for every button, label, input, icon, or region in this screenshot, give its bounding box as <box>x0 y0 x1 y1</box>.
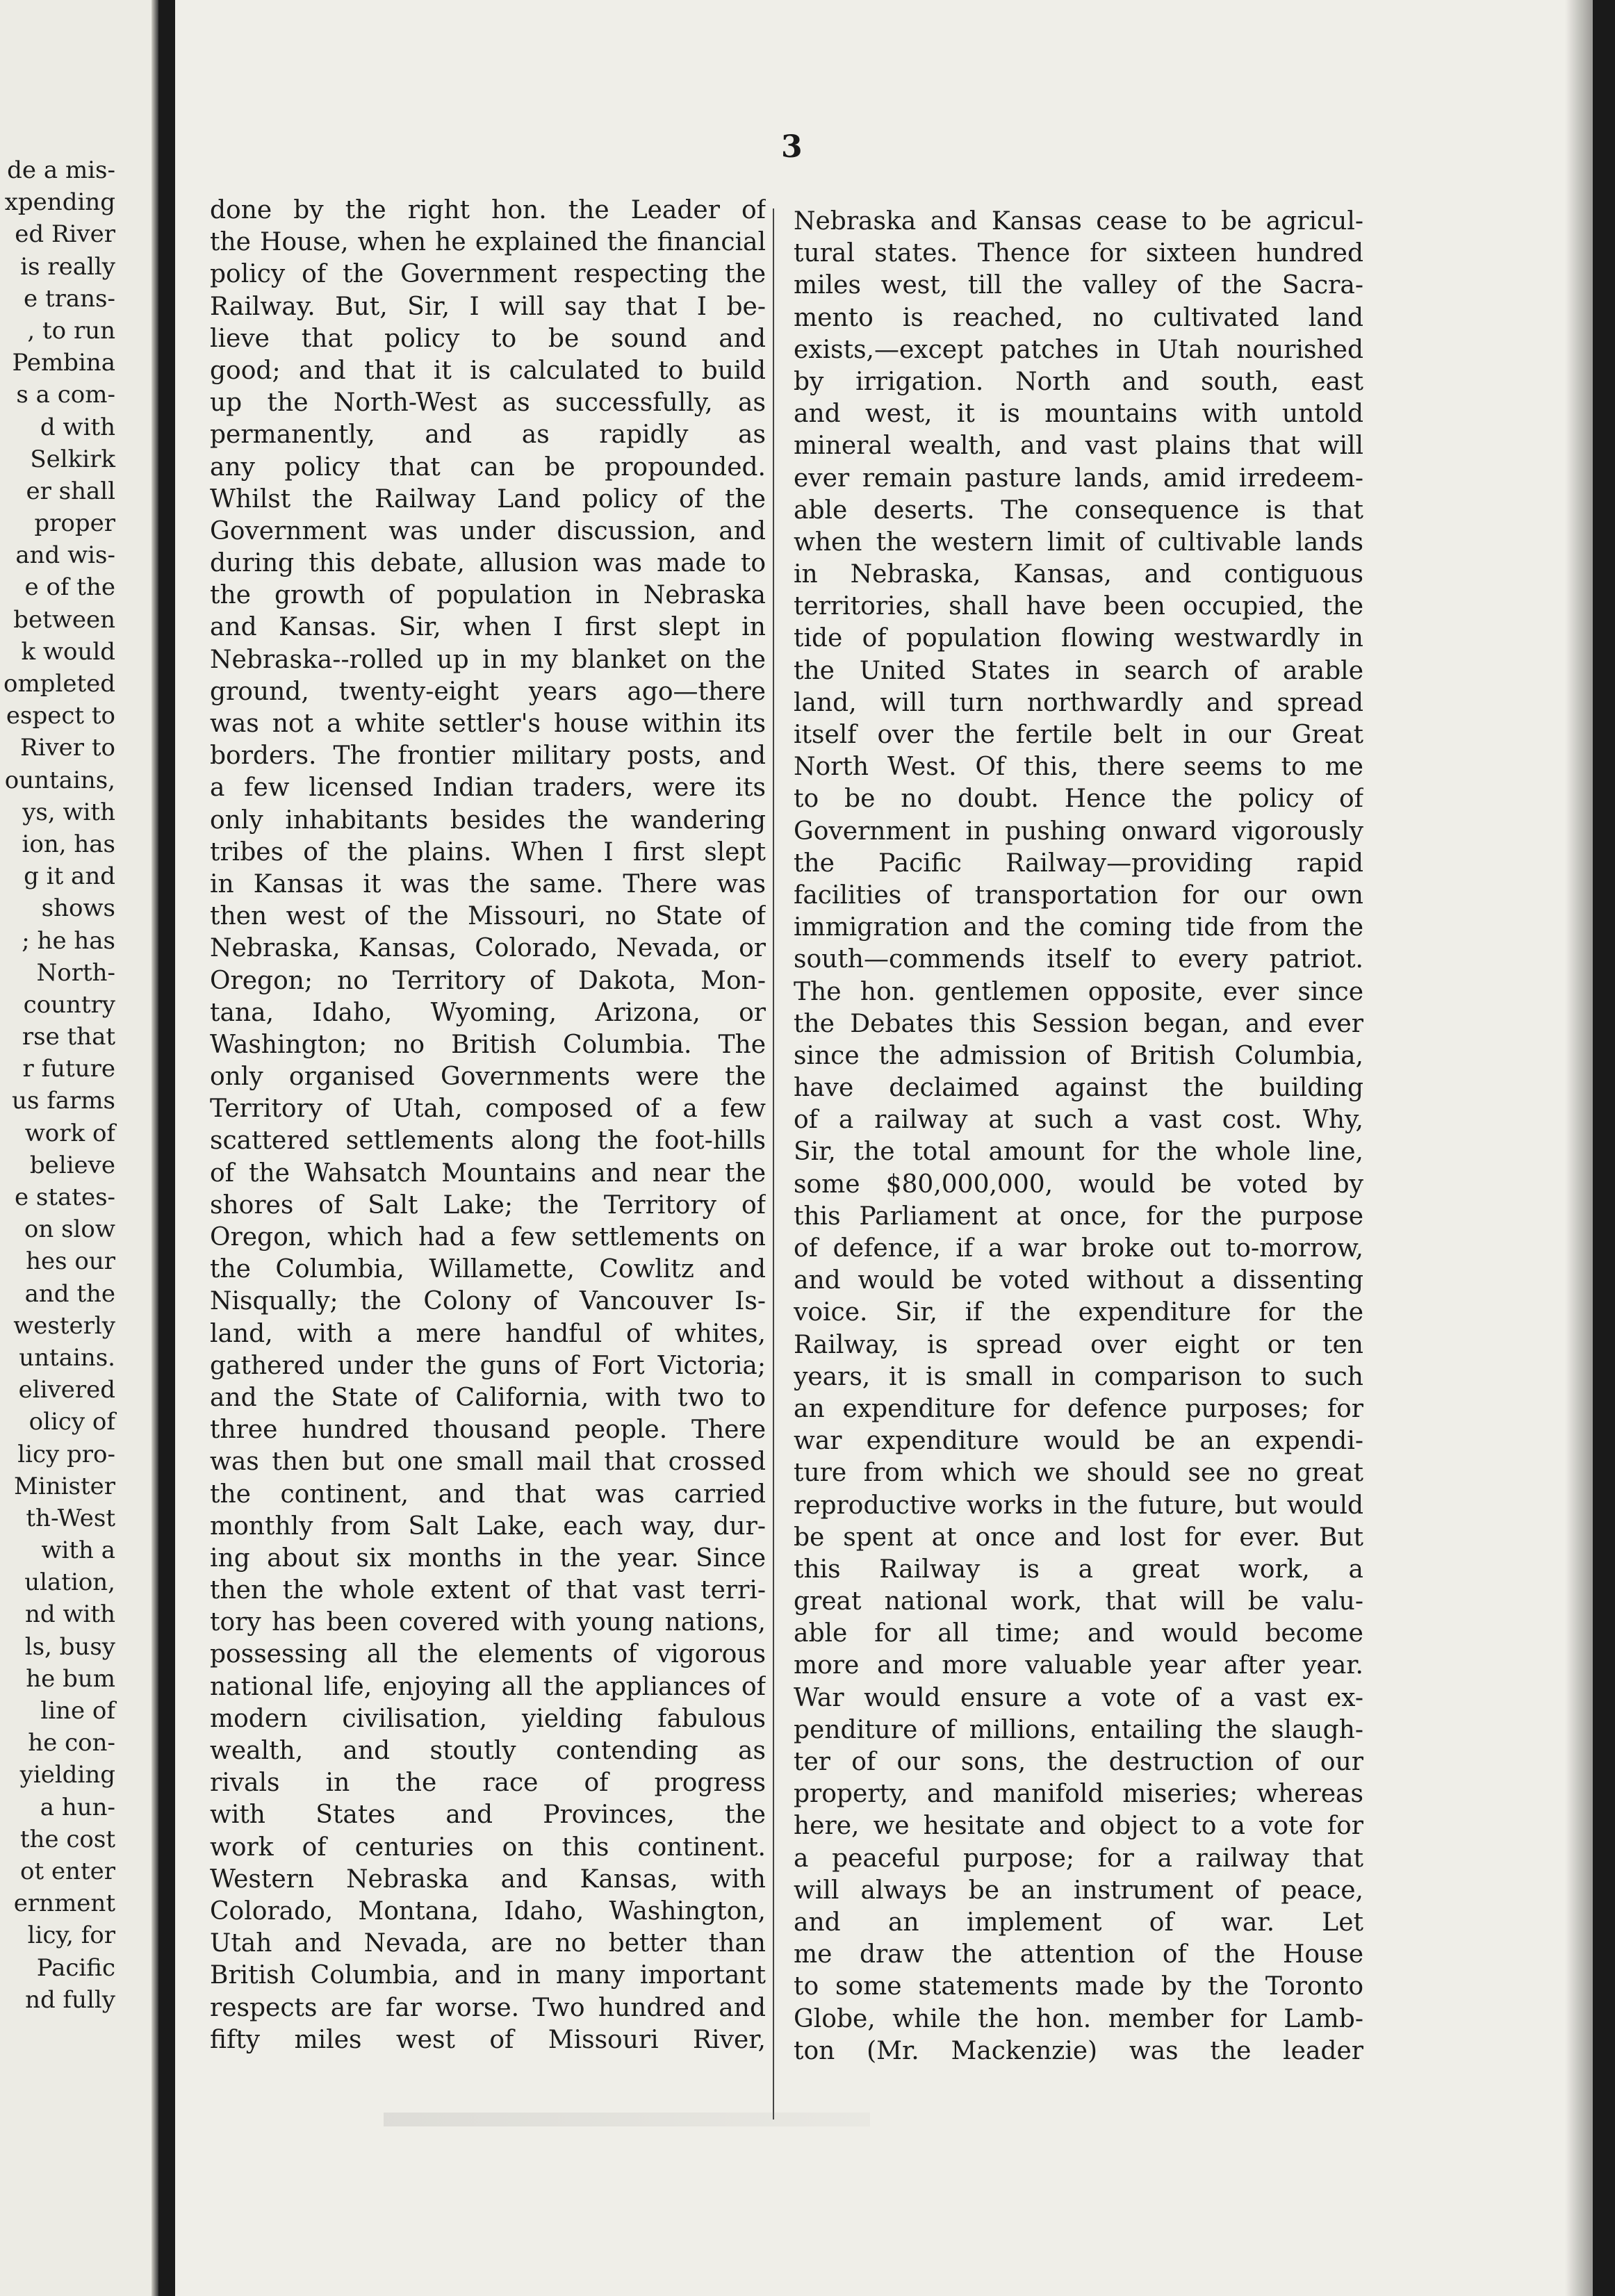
previous-page-line: ; he has <box>22 926 115 955</box>
text-line: exists,—except patches in Utah nourished <box>794 335 1363 364</box>
text-line: ter of our sons, the destruction of our <box>794 1748 1363 1776</box>
previous-page-line: k would <box>21 637 115 666</box>
text-line: me draw the attention of the House <box>794 1940 1363 1969</box>
text-line: gathered under the guns of Fort Victoria; <box>210 1351 766 1380</box>
text-line: then west of the Missouri, no State of <box>210 902 766 931</box>
previous-page-line: th-West <box>26 1504 115 1532</box>
previous-page-line: with a <box>41 1536 115 1565</box>
previous-page-line: Pacific <box>36 1953 115 1982</box>
text-line: miles west, till the valley of the Sacra- <box>794 271 1363 300</box>
text-line: Nisqually; the Colony of Vancouver Is- <box>210 1287 766 1316</box>
previous-page-line: licy pro- <box>17 1440 115 1468</box>
text-line: fifty miles west of Missouri River, <box>210 2025 766 2054</box>
text-line: Railway. But, Sir, I will say that I be- <box>210 292 766 321</box>
previous-page-line: he con- <box>28 1729 115 1757</box>
text-line: tural states. Thence for sixteen hundred <box>794 239 1363 268</box>
text-line: Nebraska, Kansas, Colorado, Nevada, or <box>210 934 766 963</box>
text-line: work of centuries on this continent. <box>210 1832 766 1862</box>
text-line: tana, Idaho, Wyoming, Arizona, or <box>210 998 766 1027</box>
previous-page-line: yielding <box>19 1761 115 1789</box>
text-line: possessing all the elements of vigorous <box>210 1640 766 1669</box>
text-line: land, with a mere handful of whites, <box>210 1319 766 1348</box>
text-line: this Railway is a great work, a <box>794 1555 1363 1584</box>
text-line: War would ensure a vote of a vast ex- <box>794 1683 1363 1712</box>
text-line: Globe, while the hon. member for Lamb- <box>794 2004 1363 2033</box>
text-line: Western Nebraska and Kansas, with <box>210 1864 766 1894</box>
text-line: policy of the Government respecting the <box>210 260 766 289</box>
text-line: the continent, and that was carried <box>210 1479 766 1509</box>
previous-page-line: westerly <box>13 1311 115 1340</box>
text-line: when the western limit of cultivable lands <box>794 527 1363 557</box>
previous-page-line: xpending <box>4 188 115 217</box>
page-number: 3 <box>781 129 803 165</box>
text-line: in Nebraska, Kansas, and contiguous <box>794 560 1363 589</box>
text-line: great national work, that will be valu- <box>794 1587 1363 1616</box>
text-line: Government in pushing onward vigorously <box>794 817 1363 846</box>
previous-page-line: River to <box>20 734 115 762</box>
text-line: Utah and Nevada, are no better than <box>210 1929 766 1958</box>
text-line: years, it is small in comparison to such <box>794 1362 1363 1391</box>
text-line: immigration and the coming tide from the <box>794 913 1363 942</box>
previous-page-line: Minister <box>14 1472 115 1500</box>
previous-page-line: hes our <box>26 1247 115 1276</box>
previous-page-line: a hun- <box>40 1793 115 1821</box>
left-text-column <box>210 195 766 2056</box>
previous-page-line: believe <box>29 1151 115 1179</box>
previous-page-line: ion, has <box>22 830 115 858</box>
previous-page-line: olicy of <box>28 1408 115 1436</box>
text-line: have declaimed against the building <box>794 1074 1363 1103</box>
text-line: itself over the fertile belt in our Great <box>794 721 1363 749</box>
previous-page-line: e states- <box>14 1183 115 1211</box>
previous-page-sliver <box>0 0 158 2296</box>
text-line: by irrigation. North and south, east <box>794 367 1363 396</box>
previous-page-line: r future <box>22 1055 115 1083</box>
text-line: scattered settlements along the foot-hills <box>210 1126 766 1156</box>
text-line: south—commends itself to every patriot. <box>794 945 1363 974</box>
text-line: any policy that can be propounded. <box>210 452 766 482</box>
text-line: Nebraska and Kansas cease to be agricul- <box>794 207 1363 236</box>
text-line: the House, when he explained the financial <box>210 228 766 257</box>
page-edge-shadow <box>1565 0 1593 2296</box>
text-line: some $80,000,000, would be voted by <box>794 1170 1363 1199</box>
text-line: and the State of California, with two to <box>210 1383 766 1412</box>
text-line: and would be voted without a dissenting <box>794 1266 1363 1295</box>
text-line: permanently, and as rapidly as <box>210 420 766 450</box>
text-line: and west, it is mountains with untold <box>794 400 1363 429</box>
text-line: reproductive works in the future, but would <box>794 1491 1363 1520</box>
previous-page-line: de a mis- <box>7 156 115 184</box>
text-line: territories, shall have been occupied, the <box>794 592 1363 621</box>
text-line: war expenditure would be an expendi- <box>794 1427 1363 1456</box>
text-line: borders. The frontier military posts, and <box>210 741 766 771</box>
text-line: then the whole extent of that vast terri- <box>210 1576 766 1605</box>
text-line: ton (Mr. Mackenzie) was the leader <box>794 2036 1363 2065</box>
previous-page-line: untains. <box>19 1343 115 1372</box>
text-line: able deserts. The consequence is that <box>794 495 1363 525</box>
previous-page-line: licy, for <box>27 1921 115 1950</box>
text-line: The hon. gentlemen opposite, ever since <box>794 977 1363 1006</box>
text-line: voice. Sir, if the expenditure for the <box>794 1298 1363 1327</box>
text-line: property, and manifold miseries; whereas <box>794 1780 1363 1809</box>
previous-page-line: work of <box>24 1119 115 1147</box>
text-line: Whilst the Railway Land policy of the <box>210 484 766 514</box>
previous-page-line: and the <box>24 1279 115 1308</box>
text-line: an expenditure for defence purposes; for <box>794 1394 1363 1423</box>
text-line: ever remain pasture lands, amid irredeem- <box>794 464 1363 493</box>
text-line: rivals in the race of progress <box>210 1769 766 1798</box>
text-line: Washington; no British Columbia. The <box>210 1030 766 1059</box>
text-line: was then but one small mail that crossed <box>210 1448 766 1477</box>
previous-page-line: nd with <box>24 1600 115 1629</box>
bleed-through-text <box>384 2113 870 2126</box>
text-line: here, we hesitate and object to a vote for <box>794 1812 1363 1841</box>
text-line: of a railway at such a vast cost. Why, <box>794 1106 1363 1135</box>
text-line: Colorado, Montana, Idaho, Washington, <box>210 1896 766 1926</box>
text-line: ing about six months in the year. Since <box>210 1543 766 1573</box>
text-line: the growth of population in Nebraska <box>210 581 766 610</box>
text-line: the United States in search of arable <box>794 656 1363 685</box>
previous-page-line: , to run <box>27 316 115 345</box>
text-line: national life, enjoying all the appliances of <box>210 1672 766 1701</box>
text-line: ture from which we should see no great <box>794 1459 1363 1488</box>
previous-page-line: Pembina <box>12 349 115 377</box>
text-line: tide of population flowing westwardly in <box>794 624 1363 653</box>
previous-page-line: e trans- <box>24 284 115 313</box>
document-page <box>175 0 1593 2296</box>
text-line: the Debates this Session began, and ever <box>794 1009 1363 1038</box>
previous-page-line: ulation, <box>24 1568 115 1597</box>
text-line: of the Wahsatch Mountains and near the <box>210 1158 766 1188</box>
previous-page-line: North- <box>36 958 115 987</box>
text-line: a peaceful purpose; for a railway that <box>794 1844 1363 1873</box>
text-line: up the North-West as successfully, as <box>210 388 766 418</box>
text-line: only organised Governments were the <box>210 1063 766 1092</box>
text-line: mineral wealth, and vast plains that will <box>794 432 1363 461</box>
text-line: three hundred thousand people. There <box>210 1416 766 1445</box>
previous-page-line: between <box>13 605 115 634</box>
text-line: tribes of the plains. When I first slept <box>210 837 766 867</box>
text-line: Oregon; no Territory of Dakota, Mon- <box>210 966 766 995</box>
previous-page-line: the cost <box>19 1825 115 1853</box>
text-line: in Kansas it was the same. There was <box>210 869 766 899</box>
text-line: and Kansas. Sir, when I first slept in <box>210 613 766 642</box>
previous-page-line: ernment <box>13 1889 115 1918</box>
previous-page-line: ys, with <box>22 798 115 826</box>
text-line: to be no doubt. Hence the policy of <box>794 785 1363 814</box>
previous-page-line: ls, busy <box>24 1632 115 1661</box>
text-line: Territory of Utah, composed of a few <box>210 1094 766 1124</box>
text-line: mento is reached, no cultivated land <box>794 303 1363 332</box>
text-line: British Columbia, and in many important <box>210 1961 766 1990</box>
previous-page-line: is really <box>20 252 115 281</box>
text-line: during this debate, allusion was made to <box>210 549 766 578</box>
previous-page-text <box>0 154 115 2016</box>
text-line: Sir, the total amount for the whole line, <box>794 1138 1363 1167</box>
text-line: this Parliament at once, for the purpose <box>794 1202 1363 1231</box>
text-line: was not a white settler's house within its <box>210 710 766 738</box>
text-line: facilities of transportation for our own <box>794 880 1363 910</box>
text-line: Railway, is spread over eight or ten <box>794 1330 1363 1359</box>
text-line: with States and Provinces, the <box>210 1801 766 1830</box>
column-divider <box>773 208 774 2119</box>
text-line: of defence, if a war broke out to-morrow, <box>794 1234 1363 1263</box>
text-line: able for all time; and would become <box>794 1619 1363 1648</box>
previous-page-line: us farms <box>12 1087 115 1115</box>
previous-page-line: e of the <box>24 573 115 602</box>
text-line: North West. Of this, there seems to me <box>794 753 1363 782</box>
previous-page-line: on slow <box>24 1215 115 1244</box>
text-line: more and more valuable year after year. <box>794 1651 1363 1680</box>
text-line: lieve that policy to be sound and <box>210 324 766 353</box>
previous-page-line: ed River <box>15 220 115 249</box>
text-line: and an implement of war. Let <box>794 1908 1363 1937</box>
text-line: respects are far worse. Two hundred and <box>210 1993 766 2022</box>
previous-page-line: g it and <box>24 862 115 891</box>
previous-page-line: d with <box>40 413 115 441</box>
text-line: modern civilisation, yielding fabulous <box>210 1704 766 1733</box>
text-line: to some statements made by the Toronto <box>794 1972 1363 2001</box>
previous-page-line: rse that <box>22 1023 115 1051</box>
previous-page-line: espect to <box>6 702 115 730</box>
previous-page-line: proper <box>34 509 115 538</box>
previous-page-line: and wis- <box>15 541 115 570</box>
previous-page-line: Selkirk <box>30 445 115 473</box>
previous-page-line: ot enter <box>20 1857 115 1885</box>
right-text-column <box>794 206 1363 2067</box>
previous-page-line: line of <box>40 1697 115 1725</box>
text-line: penditure of millions, entailing the slaugh- <box>794 1715 1363 1744</box>
previous-page-line: er shall <box>26 477 115 505</box>
text-line: be spent at once and lost for ever. But <box>794 1523 1363 1552</box>
text-line: the Columbia, Willamette, Cowlitz and <box>210 1255 766 1284</box>
previous-page-line: shows <box>41 894 115 923</box>
previous-page-line: ountains, <box>4 766 115 794</box>
text-line: Nebraska--rolled up in my blanket on the <box>210 645 766 674</box>
previous-page-line: nd fully <box>25 1985 115 2014</box>
previous-page-line: s a com- <box>16 381 115 409</box>
previous-page-line: ompleted <box>3 670 115 698</box>
previous-page-line: elivered <box>18 1376 115 1404</box>
text-line: land, will turn northwardly and spread <box>794 688 1363 717</box>
text-line: wealth, and stoutly contending as <box>210 1737 766 1765</box>
text-line: the Pacific Railway—providing rapid <box>794 848 1363 878</box>
text-line: a few licensed Indian traders, were its <box>210 773 766 803</box>
text-line: Oregon, which had a few settlements on <box>210 1223 766 1252</box>
text-line: since the admission of British Columbia, <box>794 1041 1363 1070</box>
text-line: done by the right hon. the Leader of <box>210 196 766 224</box>
text-line: ground, twenty-eight years ago—there <box>210 677 766 706</box>
text-line: tory has been covered with young nations, <box>210 1608 766 1637</box>
text-line: shores of Salt Lake; the Territory of <box>210 1190 766 1220</box>
previous-page-line: country <box>23 990 115 1019</box>
text-line: Government was under discussion, and <box>210 516 766 546</box>
text-line: will always be an instrument of peace, <box>794 1876 1363 1905</box>
text-line: good; and that it is calculated to build <box>210 356 766 385</box>
page-fold-shadow <box>151 0 158 2296</box>
previous-page-line: he bum <box>26 1664 115 1693</box>
text-line: only inhabitants besides the wandering <box>210 805 766 835</box>
text-line: monthly from Salt Lake, each way, dur- <box>210 1511 766 1541</box>
